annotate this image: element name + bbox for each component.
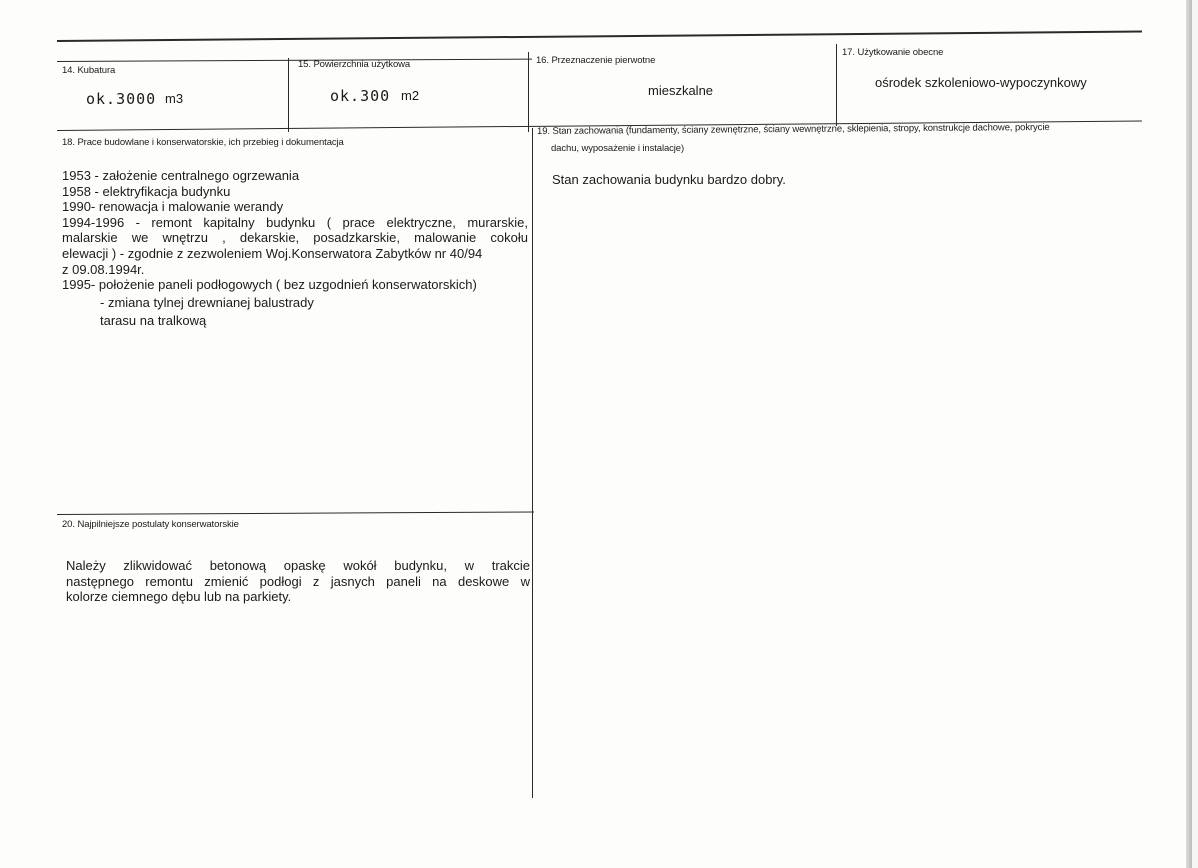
card-edge-shadow bbox=[1186, 0, 1192, 868]
kubatura-unit: m3 bbox=[165, 91, 184, 106]
prace-label: 18. Prace budowlane i konserwatorskie, ich przebieg i dokumentacja bbox=[62, 137, 344, 148]
postulaty-line: Należy zlikwidować betonową opaskę wokół budynku, w trakcie bbox=[66, 558, 530, 573]
prace-line: malarskie we wnętrzu , dekarskie, posadzkarskie, malowanie cokołu bbox=[62, 230, 528, 246]
prace-line: tarasu na tralkową bbox=[100, 313, 207, 329]
divider-left-lower bbox=[532, 128, 533, 798]
prace-line: 1953 - założenie centralnego ogrzewania bbox=[62, 168, 300, 183]
prace-line: elewacji ) - zgodnie z zezwoleniem Woj.Konserwatora Zabytków nr 40/94 bbox=[62, 245, 483, 261]
powierzchnia-handwritten-value: ok.300 bbox=[330, 87, 391, 105]
top-rule bbox=[57, 31, 1142, 42]
powierzchnia-unit: m2 bbox=[401, 88, 420, 103]
postulaty-line: kolorze ciemnego dębu lub na parkiety. bbox=[66, 589, 292, 605]
stan-value: Stan zachowania budynku bardzo dobry. bbox=[552, 172, 786, 187]
powierzchnia-label: 15. Powierzchnia użytkowa bbox=[298, 59, 411, 70]
row1-top-rule-left bbox=[57, 59, 532, 63]
przeznaczenie-value: mieszkalne bbox=[648, 83, 714, 98]
prace-line: 1994-1996 - remont kapitalny budynku ( prace elektryczne, murarskie, bbox=[62, 214, 528, 230]
postulaty-line: następnego remontu zmienić podłogi z jasnych paneli na deskowe w bbox=[66, 573, 530, 589]
uzytkowanie-label: 17. Użytkowanie obecne bbox=[842, 47, 944, 58]
prace-line: 1990- renowacja i malowanie werandy bbox=[62, 199, 284, 215]
divider-16-17 bbox=[836, 44, 837, 126]
prace-line: 1995- położenie paneli podłogowych ( bez uzgodnień konserwatorskich) bbox=[62, 277, 477, 293]
kubatura-label: 14. Kubatura bbox=[62, 65, 116, 76]
prace-line: - zmiana tylnej drewnianej balustrady bbox=[100, 294, 314, 310]
divider-15-16 bbox=[528, 52, 529, 132]
prace-line: z 09.08.1994r. bbox=[62, 261, 145, 277]
stan-label-line1: 19. Stan zachowania (fundamenty, ściany zewnętrzne, ściany wewnętrzne, sklepienia, stropy, konstrukcje dachowe, pokrycie bbox=[536, 121, 1050, 137]
postulaty-label: 20. Najpilniejsze postulaty konserwatorskie bbox=[62, 519, 239, 530]
stan-label-line2: dachu, wyposażenie i instalacje) bbox=[551, 143, 685, 154]
prace-text bbox=[62, 168, 528, 329]
kubatura-handwritten-value: ok.3000 bbox=[86, 90, 157, 108]
divider-14-15 bbox=[288, 58, 289, 132]
row3-top-rule bbox=[57, 512, 534, 516]
przeznaczenie-label: 16. Przeznaczenie pierwotne bbox=[536, 55, 656, 66]
postulaty-text bbox=[66, 558, 530, 605]
uzytkowanie-value: ośrodek szkoleniowo-wypoczynkowy bbox=[875, 75, 1087, 90]
prace-line: 1958 - elektryfikacja budynku bbox=[62, 183, 231, 199]
